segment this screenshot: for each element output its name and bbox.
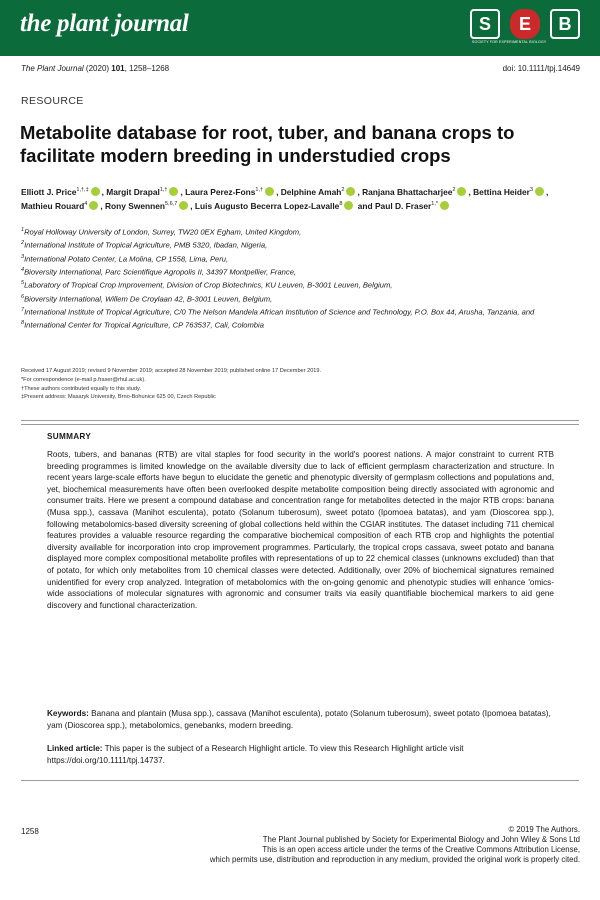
keywords	[47, 708, 554, 731]
author-name[interactable]: Rony Swennen	[105, 201, 166, 212]
orcid-icon[interactable]	[169, 187, 178, 196]
orcid-icon[interactable]	[265, 187, 274, 196]
citation-journal: The Plant Journal	[21, 64, 84, 73]
affiliation	[21, 225, 577, 238]
article-title: Metabolite database for root, tuber, and banana crops to facilitate modern breeding in understudied crops	[20, 122, 515, 166]
author-name[interactable]: Delphine Amah	[280, 186, 342, 197]
citation	[21, 64, 169, 73]
affiliation	[21, 278, 577, 291]
author-name[interactable]: Luis Augusto Becerra Lopez-Lavalle	[194, 201, 340, 212]
affiliation	[21, 265, 577, 278]
affiliation-number: 3	[21, 253, 25, 260]
citation-year: (2020)	[83, 64, 112, 73]
license-line-2: which permits use, distribution and reproduction in any medium, provided the original work is properly cited.	[209, 855, 580, 864]
affiliation-text: International Institute of Tropical Agriculture, PMB 5320, Ibadan, Nigeria,	[24, 240, 268, 250]
author-affiliation-marker: 2	[341, 187, 345, 193]
doi-link[interactable]: doi: 10.1111/tpj.14649	[502, 64, 580, 73]
affiliation-number: 4	[21, 266, 25, 273]
equal-contribution-note: †These authors contributed equally to this study.	[21, 385, 141, 392]
author-name[interactable]: Paul D. Fraser	[374, 201, 432, 212]
journal-logo[interactable]: the plant journal	[20, 10, 189, 37]
citation-pages: , 1258–1268	[124, 64, 170, 73]
author-affiliation-marker: 8	[339, 201, 343, 208]
author-name[interactable]: Elliott J. Price	[21, 186, 77, 197]
page-number: 1258	[21, 827, 39, 836]
seb-logo[interactable]	[470, 9, 582, 45]
received-dates: Received 17 August 2019; revised 9 November 2019; accepted 28 November 2019; published online 17 December 2019.	[21, 368, 322, 374]
author-list: Elliott J. Price$^{1,\dagger,\ddagger}$ , Margit Drapal$^{1,\dagger}$ , Laura Perez-Fons$^{1,\dagger}$ , Delphine Amah$^2$ , Ranjana Bhattacharjee$^2$ , Bettina Heider$^3$ , Mathieu Rouard$^4$ , Rony Swennen$^{5,6,7}$ , Luis Augusto Becerra Lopez-Lavalle$^8$ and Paul D. Fraser$^{1,*}$	[21, 186, 549, 212]
affiliation	[21, 238, 577, 251]
seb-letter-b: B	[550, 9, 580, 39]
affiliation-number: 6	[21, 293, 25, 300]
affiliation-text: Laboratory of Tropical Crop Improvement, Division of Crop Biotechnics, KU Leuven, B-3001 Leuven, Belgium,	[24, 280, 393, 290]
affiliation-number: 1	[21, 227, 25, 233]
affiliation-text: International Potato Center, La Molina, CP 1558, Lima, Peru,	[24, 254, 229, 264]
linked-article-text[interactable]: This paper is the subject of a Research Highlight article. To view this Research Highlight article visit https://doi.org/10.1111/tpj.14737.	[47, 744, 464, 765]
affiliation-number: 2	[21, 240, 25, 247]
affiliation-text: Bioversity International, Willem De Croylaan 42, B-3001 Leuven, Belgium,	[24, 294, 273, 304]
orcid-icon[interactable]	[89, 201, 98, 210]
section-label: RESOURCE	[21, 95, 84, 107]
article-notes	[21, 367, 577, 402]
affiliation-number: 5	[21, 280, 25, 287]
citation-volume: 101	[111, 64, 125, 73]
author-affiliation-marker: 1,*	[431, 201, 439, 208]
orcid-icon[interactable]	[179, 201, 188, 210]
author-affiliation-marker: 1,†	[159, 187, 168, 193]
orcid-icon[interactable]	[457, 187, 466, 196]
author-affiliation-marker: 5,6,7	[165, 201, 178, 208]
affiliation-number: 8	[21, 320, 25, 327]
license-line-1: This is an open access article under the terms of the Creative Commons Attribution License,	[262, 845, 580, 854]
affiliation	[21, 292, 577, 305]
orcid-icon[interactable]	[346, 187, 355, 196]
affiliation	[21, 252, 577, 265]
keywords-text: Banana and plantain (Musa spp.), cassava (Manihot esculenta), potato (Solanum tuberosum), sweet potato (Ipomoea batatas), yam (Dioscorea spp.), metabolomics, genebanks, modern breeding.	[47, 709, 551, 730]
summary-text: Roots, tubers, and bananas (RTB) are vital staples for food security in the world's poorest nations. A major constraint to current RTB breeding programmes is limited knowledge on the available diversity due to lack of efficient germplasm characterization and structure. In recent years large-scale efforts have begun to elucidate the genetic and phenotypic diversity of germplasm collections and populations and, yet, biochemical measurements have often been overlooked despite metabolite composition being directly associated with agronomic and consumer traits. Here we present a compound database and concentration range for metabolites detected in the major RTB crops: banana (Musa spp.), cassava (Manihot esculenta), potato (Solanum tuberosum), sweet potato (Ipomoea batatas), and yam (Dioscorea spp.), following metabolomics-based diversity screening of global collections held within the CGIAR institutes. The dataset including 711 chemical features provides a valuable resource regarding the comparative biochemical composition of each RTB crop and highlights the potential diversity available for incorporation into crop improvement programmes. Particularly, the tropical crops cassava, sweet potato and banana displayed more complex compositional metabolite profiles with representations of up to 22 chemical classes (unknowns excluded) than that of potato, for which only metabolites from 10 chemical classes were detected. Additionally, over 20% of biochemical signatures remained unidentified for every crop analyzed. Integration of metabolomics with the on-going genomic and phenotypic studies will enhance 'omics-wide associations of molecular signatures with agronomic and consumer traits via easily quantifiable biochemical markers to aid gene discovery and functional characterization.	[47, 450, 554, 610]
seb-tagline: SOCIETY FOR EXPERIMENTAL BIOLOGY	[472, 40, 547, 44]
publisher-note: The Plant Journal published by Society for Experimental Biology and John Wiley & Sons Ltd	[262, 835, 580, 844]
author-name[interactable]: Bettina Heider	[473, 186, 530, 197]
author-affiliation-marker: 1,†	[255, 187, 264, 193]
affiliation-text: Royal Holloway University of London, Surrey, TW20 0EX Egham, United Kingdom,	[24, 227, 302, 237]
copyright: © 2019 The Authors.	[508, 825, 580, 834]
author-name[interactable]: Ranjana Bhattacharjee	[362, 186, 453, 197]
correspondence-note: *For correspondence (e-mail p.fraser@rhul.ac.uk).	[21, 376, 146, 383]
present-address-note: ‡Present address: Masaryk University, Brno-Bohunice 625 00, Czech Republic	[21, 394, 216, 401]
affiliation	[21, 305, 577, 318]
author-affiliation-marker: 3	[529, 187, 533, 193]
affiliation-text: International Center for Tropical Agriculture, CP 763537, Cali, Colombia	[24, 320, 264, 330]
seb-letter-s: S	[470, 9, 500, 39]
affiliation-list	[21, 225, 577, 332]
divider	[21, 780, 579, 781]
affiliation-text: Bioversity International, Parc Scientifique Agropolis II, 34397 Montpellier, France,	[24, 267, 297, 277]
author-affiliation-marker: 4	[84, 201, 88, 208]
keywords-label: Keywords:	[47, 709, 89, 718]
affiliation	[21, 318, 577, 331]
divider	[21, 424, 579, 425]
author-affiliation-marker: 1,†,‡	[76, 187, 89, 193]
author-name[interactable]: Margit Drapal	[106, 186, 160, 197]
seb-letter-e: E	[510, 9, 540, 39]
author-connector: and	[357, 201, 373, 212]
divider	[21, 420, 579, 421]
affiliation-number: 7	[21, 306, 25, 313]
orcid-icon[interactable]	[440, 201, 449, 210]
affiliation-text: International Institute of Tropical Agriculture, C/0 The Nelson Mandela African Institution of Science and Technology, P.O. Box 44, Arusha, Tanzania, and	[24, 307, 535, 317]
orcid-icon[interactable]	[344, 201, 353, 210]
orcid-icon[interactable]	[91, 187, 100, 196]
author-name[interactable]: Mathieu Rouard	[21, 201, 85, 212]
author-affiliation-marker: 2	[452, 187, 456, 193]
linked-article-label: Linked article:	[47, 744, 103, 753]
author-name[interactable]: Laura Perez-Fons	[185, 186, 256, 197]
summary-heading: SUMMARY	[47, 432, 92, 441]
license-footer	[60, 825, 580, 865]
orcid-icon[interactable]	[535, 187, 544, 196]
linked-article	[47, 743, 554, 766]
